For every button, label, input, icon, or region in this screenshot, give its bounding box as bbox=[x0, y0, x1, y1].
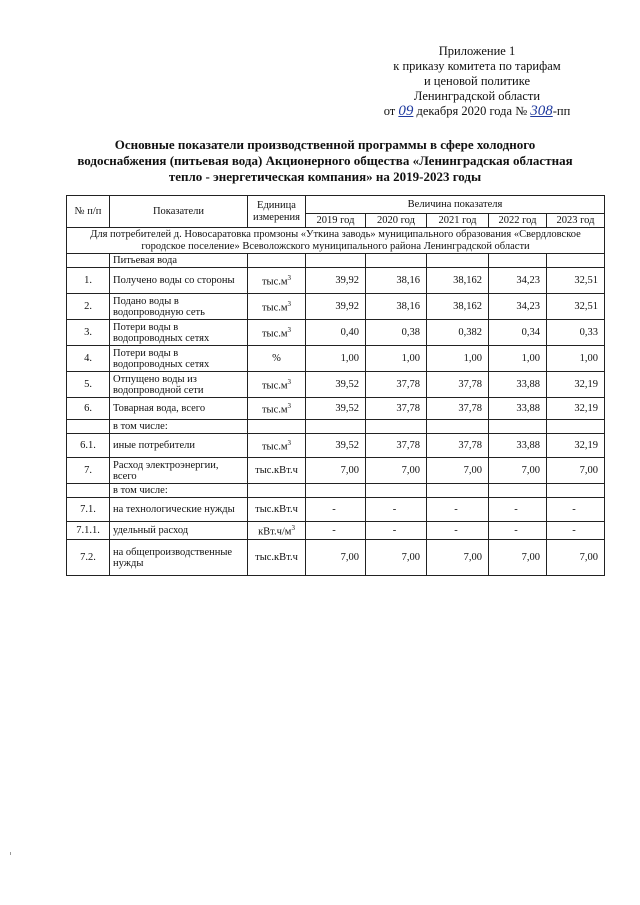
header-year-2020: 2020 год bbox=[366, 214, 427, 228]
row-value-2022: 0,34 bbox=[489, 320, 547, 346]
annex-order-number: 308 bbox=[530, 103, 553, 119]
row-unit-superscript: 3 bbox=[287, 401, 292, 410]
header-year-2022: 2022 год bbox=[489, 214, 547, 228]
row-indicator: удельный расход bbox=[110, 522, 248, 540]
row-unit bbox=[248, 498, 306, 522]
row-value-2023 bbox=[547, 254, 605, 268]
row-num: 7. bbox=[67, 458, 110, 484]
row-value-2020 bbox=[366, 420, 427, 434]
row-unit-superscript: 3 bbox=[287, 377, 292, 386]
row-unit bbox=[248, 434, 306, 458]
row-unit-text: тыс.м bbox=[261, 302, 288, 314]
row-value-2019: 7,00 bbox=[306, 540, 366, 576]
row-num: 1. bbox=[67, 268, 110, 294]
row-num bbox=[67, 484, 110, 498]
row-unit-superscript: 3 bbox=[287, 438, 292, 447]
row-unit-text: тыс.м bbox=[261, 441, 288, 453]
row-unit-superscript: 3 bbox=[287, 325, 292, 334]
row-value-2023: 7,00 bbox=[547, 458, 605, 484]
header-name: Показатели bbox=[110, 196, 248, 228]
row-value-2020: 38,16 bbox=[366, 294, 427, 320]
row-value-2020: 7,00 bbox=[366, 458, 427, 484]
row-unit bbox=[248, 294, 306, 320]
row-value-2023: 32,51 bbox=[547, 294, 605, 320]
row-num: 7.2. bbox=[67, 540, 110, 576]
title-line-3: тепло - энергетическая компания» на 2019-2023 годы bbox=[168, 169, 482, 184]
annex-line-4: Ленинградской области bbox=[413, 89, 541, 103]
header-year-2023: 2023 год bbox=[547, 214, 605, 228]
indicators-table bbox=[66, 195, 605, 576]
row-unit bbox=[248, 522, 306, 540]
title-line-1: Основные показатели производственной программы в сфере холодного bbox=[114, 137, 536, 152]
table-row bbox=[67, 458, 605, 484]
annex-line-3: и ценовой политике bbox=[423, 74, 531, 88]
row-value-2020: 37,78 bbox=[366, 398, 427, 420]
row-value-2023: 7,00 bbox=[547, 540, 605, 576]
row-unit-superscript: 3 bbox=[287, 299, 292, 308]
table-row bbox=[67, 268, 605, 294]
row-value-2022 bbox=[489, 254, 547, 268]
row-value-2022: 34,23 bbox=[489, 268, 547, 294]
table-row bbox=[67, 420, 605, 434]
row-value-2020: 1,00 bbox=[366, 346, 427, 372]
row-value-2019: 7,00 bbox=[306, 458, 366, 484]
row-num: 6. bbox=[67, 398, 110, 420]
row-value-2022: 33,88 bbox=[489, 372, 547, 398]
row-value-2020: 0,38 bbox=[366, 320, 427, 346]
row-value-2021: 37,78 bbox=[427, 398, 489, 420]
row-value-2023: 32,19 bbox=[547, 398, 605, 420]
row-unit bbox=[248, 540, 306, 576]
row-value-2022: 1,00 bbox=[489, 346, 547, 372]
row-value-2023: 32,19 bbox=[547, 434, 605, 458]
row-unit bbox=[248, 398, 306, 420]
table-row bbox=[67, 484, 605, 498]
scan-mark bbox=[10, 852, 11, 855]
row-unit bbox=[248, 372, 306, 398]
row-value-2019 bbox=[306, 484, 366, 498]
row-value-2019: - bbox=[306, 522, 366, 540]
title-line-2: водоснабжения (питьевая вода) Акционерного общества «Ленинградская областная bbox=[77, 153, 573, 168]
annex-date-middle: декабря 2020 года № bbox=[416, 104, 528, 118]
row-unit bbox=[248, 484, 306, 498]
table-row bbox=[67, 498, 605, 522]
table-row bbox=[67, 254, 605, 268]
table-row bbox=[67, 398, 605, 420]
annex-date-line bbox=[352, 104, 602, 119]
annex-line-1: Приложение 1 bbox=[438, 44, 516, 58]
row-value-2023: 32,19 bbox=[547, 372, 605, 398]
row-value-2021: - bbox=[427, 522, 489, 540]
table-row bbox=[67, 540, 605, 576]
row-num: 5. bbox=[67, 372, 110, 398]
row-value-2022: 33,88 bbox=[489, 398, 547, 420]
row-value-2020: 37,78 bbox=[366, 434, 427, 458]
row-num: 3. bbox=[67, 320, 110, 346]
row-unit-text: тыс.м bbox=[261, 328, 288, 340]
row-num: 6.1. bbox=[67, 434, 110, 458]
row-value-2019 bbox=[306, 420, 366, 434]
row-value-2020 bbox=[366, 484, 427, 498]
row-indicator: на общепроизводственные нужды bbox=[110, 540, 248, 576]
row-value-2023: 0,33 bbox=[547, 320, 605, 346]
row-unit bbox=[248, 458, 306, 484]
row-indicator: Подано воды в водопроводную сеть bbox=[110, 294, 248, 320]
row-value-2021: 37,78 bbox=[427, 372, 489, 398]
row-value-2021: 7,00 bbox=[427, 458, 489, 484]
row-value-2020: 7,00 bbox=[366, 540, 427, 576]
row-num bbox=[67, 254, 110, 268]
row-indicator: на технологические нужды bbox=[110, 498, 248, 522]
row-unit-text: тыс.м bbox=[261, 380, 288, 392]
row-value-2022: - bbox=[489, 498, 547, 522]
row-unit bbox=[248, 420, 306, 434]
row-value-2021: 0,382 bbox=[427, 320, 489, 346]
row-unit-text: тыс.м bbox=[261, 404, 288, 416]
row-value-2022: 7,00 bbox=[489, 458, 547, 484]
row-value-2019: 39,52 bbox=[306, 372, 366, 398]
table-row bbox=[67, 294, 605, 320]
row-value-2019: 1,00 bbox=[306, 346, 366, 372]
row-indicator: в том числе: bbox=[110, 420, 248, 434]
row-value-2019: 0,40 bbox=[306, 320, 366, 346]
row-value-2023: 1,00 bbox=[547, 346, 605, 372]
row-value-2022: 7,00 bbox=[489, 540, 547, 576]
header-year-2019: 2019 год bbox=[306, 214, 366, 228]
row-indicator: Получено воды со стороны bbox=[110, 268, 248, 294]
row-indicator: Отпущено воды из водопроводной сети bbox=[110, 372, 248, 398]
row-value-2019: 39,52 bbox=[306, 398, 366, 420]
row-indicator: Питьевая вода bbox=[110, 254, 248, 268]
row-value-2021 bbox=[427, 254, 489, 268]
row-num: 7.1.1. bbox=[67, 522, 110, 540]
row-value-2020 bbox=[366, 254, 427, 268]
annex-line-2: к приказу комитета по тарифам bbox=[393, 59, 561, 73]
row-value-2020: 38,16 bbox=[366, 268, 427, 294]
row-value-2022 bbox=[489, 420, 547, 434]
row-value-2019: 39,92 bbox=[306, 294, 366, 320]
row-value-2021: 38,162 bbox=[427, 294, 489, 320]
header-value-group: Величина показателя bbox=[306, 196, 605, 214]
table-row bbox=[67, 522, 605, 540]
header-num: № п/п bbox=[67, 196, 110, 228]
row-value-2021 bbox=[427, 420, 489, 434]
row-unit bbox=[248, 320, 306, 346]
row-num: 4. bbox=[67, 346, 110, 372]
row-value-2023: - bbox=[547, 522, 605, 540]
row-indicator: Расход электроэнергии, всего bbox=[110, 458, 248, 484]
row-value-2019: - bbox=[306, 498, 366, 522]
row-indicator: Потери воды в водопроводных сетях bbox=[110, 320, 248, 346]
row-unit-text: тыс.м bbox=[261, 276, 288, 288]
row-value-2019 bbox=[306, 254, 366, 268]
row-value-2020: - bbox=[366, 522, 427, 540]
header-year-2021: 2021 год bbox=[427, 214, 489, 228]
table-row bbox=[67, 320, 605, 346]
row-value-2019: 39,52 bbox=[306, 434, 366, 458]
row-value-2021: 38,162 bbox=[427, 268, 489, 294]
row-value-2022 bbox=[489, 484, 547, 498]
row-value-2021: 7,00 bbox=[427, 540, 489, 576]
annex-date-day: 09 bbox=[398, 103, 414, 119]
row-indicator: Товарная вода, всего bbox=[110, 398, 248, 420]
row-value-2019: 39,92 bbox=[306, 268, 366, 294]
row-unit-superscript: 3 bbox=[291, 523, 295, 532]
row-value-2023 bbox=[547, 484, 605, 498]
row-unit-text: тыс.кВт.ч bbox=[255, 465, 298, 476]
row-value-2020: 37,78 bbox=[366, 372, 427, 398]
row-value-2021 bbox=[427, 484, 489, 498]
row-value-2021: 1,00 bbox=[427, 346, 489, 372]
row-value-2021: - bbox=[427, 498, 489, 522]
annex-date-suffix: -пп bbox=[552, 104, 571, 118]
row-unit-superscript: 3 bbox=[287, 273, 292, 282]
table-row bbox=[67, 434, 605, 458]
annex-block bbox=[352, 44, 602, 119]
row-value-2022: - bbox=[489, 522, 547, 540]
row-unit bbox=[248, 268, 306, 294]
row-num bbox=[67, 420, 110, 434]
row-indicator: Потери воды в водопроводных сетях bbox=[110, 346, 248, 372]
row-indicator: иные потребители bbox=[110, 434, 248, 458]
row-unit-text: кВт.ч/м bbox=[258, 526, 292, 538]
section-title: Для потребителей д. Новосаратовка промзоны «Уткина заводь» муниципального образования «Свердловское городское поселение» Всеволожского муниципального района Ленинградской области bbox=[67, 228, 605, 254]
row-num: 2. bbox=[67, 294, 110, 320]
row-unit-text: тыс.кВт.ч bbox=[255, 552, 298, 563]
row-value-2022: 33,88 bbox=[489, 434, 547, 458]
table-row bbox=[67, 346, 605, 372]
row-unit bbox=[248, 254, 306, 268]
row-value-2021: 37,78 bbox=[427, 434, 489, 458]
row-unit-text: % bbox=[272, 353, 281, 364]
row-num: 7.1. bbox=[67, 498, 110, 522]
row-value-2023: - bbox=[547, 498, 605, 522]
annex-date-prefix: от bbox=[383, 104, 396, 118]
row-value-2023: 32,51 bbox=[547, 268, 605, 294]
header-unit: Единица измерения bbox=[248, 196, 306, 228]
row-value-2023 bbox=[547, 420, 605, 434]
row-unit-text: тыс.кВт.ч bbox=[255, 504, 298, 515]
table-row bbox=[67, 372, 605, 398]
row-value-2022: 34,23 bbox=[489, 294, 547, 320]
document-title bbox=[70, 137, 580, 185]
row-indicator: в том числе: bbox=[110, 484, 248, 498]
row-value-2020: - bbox=[366, 498, 427, 522]
row-unit bbox=[248, 346, 306, 372]
